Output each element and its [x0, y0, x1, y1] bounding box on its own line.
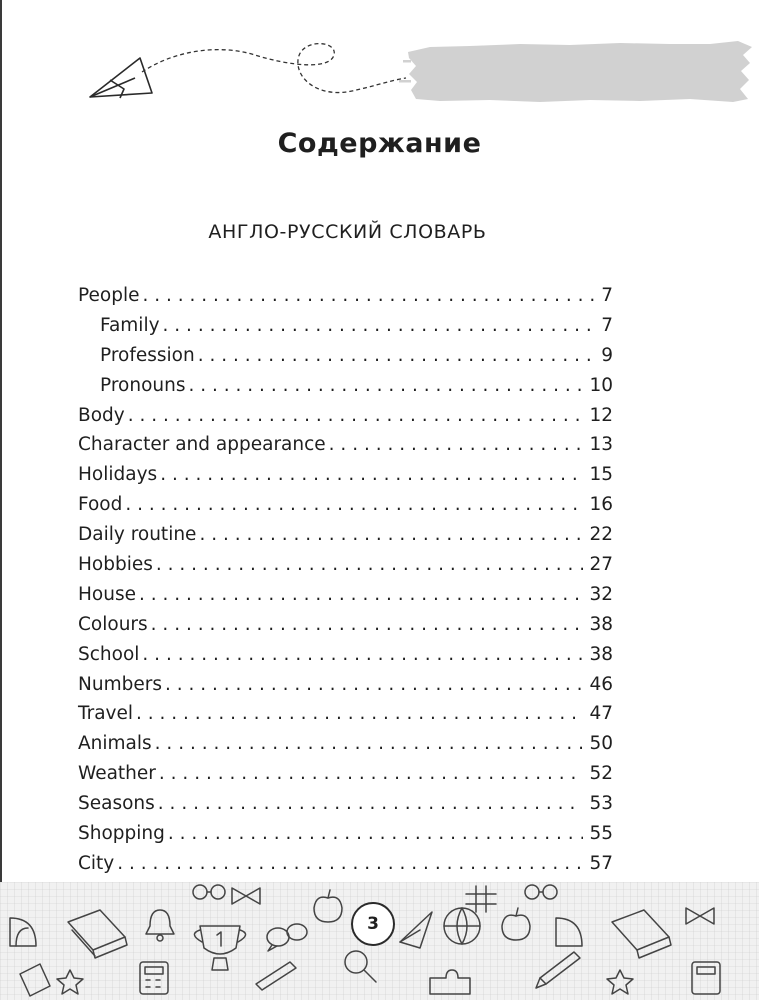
toc-entry: [78, 759, 613, 789]
toc-entry: [78, 699, 613, 729]
toc-entry-label: Colours: [78, 613, 148, 635]
toc-entry: [78, 401, 613, 431]
toc-entry-label: Numbers: [78, 673, 162, 695]
toc-entry-page: 10: [589, 374, 613, 396]
section-title: АНГЛО-РУССКИЙ СЛОВАРЬ: [208, 221, 487, 243]
toc-leader-dots: [195, 341, 596, 371]
toc-entry-page: 52: [589, 763, 613, 785]
toc-entry-page: 13: [589, 434, 613, 456]
toc-leader-dots: [139, 281, 595, 311]
toc-entry-label: Animals: [78, 733, 152, 755]
toc-entry-page: 38: [589, 643, 613, 665]
toc-subentry: [78, 371, 613, 401]
toc-entry-page: 9: [601, 344, 613, 366]
toc-entry: [78, 520, 613, 550]
toc-entry-label: Holidays: [78, 464, 158, 486]
toc-leader-dots: [160, 311, 596, 341]
toc-entry-label: Profession: [100, 344, 195, 366]
toc-entry-page: 55: [589, 823, 613, 845]
toc-leader-dots: [157, 460, 583, 490]
toc-entry-page: 15: [589, 464, 613, 486]
toc-entry-page: 46: [589, 673, 613, 695]
toc-entry: [78, 460, 613, 490]
toc-entry: [78, 490, 613, 520]
toc-leader-dots: [165, 819, 584, 849]
toc-entry-label: School: [78, 643, 140, 665]
toc-leader-dots: [114, 849, 583, 879]
toc-entry: [78, 729, 613, 759]
toc-entry-page: 7: [601, 285, 613, 306]
toc-entry-page: 53: [589, 793, 613, 815]
toc-entry-page: 38: [589, 613, 613, 635]
toc-entry: [78, 610, 613, 640]
toc-leader-dots: [162, 670, 583, 700]
page-number: 3: [351, 902, 395, 946]
toc-leader-dots: [185, 371, 583, 401]
toc-entry-label: House: [78, 583, 136, 605]
table-of-contents: [78, 281, 613, 879]
toc-entry-page: 7: [601, 314, 613, 336]
toc-leader-dots: [155, 789, 584, 819]
toc-entry-page: 27: [589, 554, 613, 576]
toc-leader-dots: [125, 401, 584, 431]
toc-entry: [78, 789, 613, 819]
paper-plane-icon: [90, 58, 152, 98]
toc-entry-page: 47: [589, 703, 613, 725]
toc-entry: [78, 640, 613, 670]
toc-entry-label: Weather: [78, 763, 156, 785]
toc-leader-dots: [196, 520, 583, 550]
toc-entry-label: Body: [78, 404, 125, 426]
toc-entry-page: 50: [589, 733, 613, 755]
toc-entry-label: Seasons: [78, 793, 155, 815]
header-decoration: [0, 0, 759, 125]
toc-entry: [78, 281, 613, 311]
toc-entry-label: Daily routine: [78, 524, 197, 546]
toc-entry-page: 12: [589, 404, 613, 426]
toc-leader-dots: [153, 550, 584, 580]
toc-entry: [78, 849, 613, 879]
toc-entry-label: Family: [100, 314, 160, 336]
toc-entry-page: 22: [589, 524, 613, 546]
toc-entry: [78, 430, 613, 460]
toc-entry-label: People: [78, 285, 140, 306]
toc-entry-page: 57: [589, 852, 613, 874]
toc-entry: [78, 819, 613, 849]
page-title: Содержание: [277, 128, 482, 159]
toc-leader-dots: [133, 699, 583, 729]
toc-entry: [78, 670, 613, 700]
toc-entry: [78, 550, 613, 580]
toc-entry-label: Character and appearance: [78, 434, 326, 456]
dashed-flight-path-icon: [142, 44, 406, 93]
toc-entry-label: City: [78, 852, 115, 874]
toc-leader-dots: [139, 640, 583, 670]
toc-subentry: [78, 341, 613, 371]
toc-entry-label: Shopping: [78, 823, 165, 845]
brush-stroke-banner: [399, 41, 752, 102]
toc-subentry: [78, 311, 613, 341]
toc-entry-label: Hobbies: [78, 554, 153, 576]
toc-leader-dots: [326, 430, 584, 460]
toc-entry-page: 16: [589, 494, 613, 516]
toc-leader-dots: [152, 729, 584, 759]
toc-leader-dots: [148, 610, 584, 640]
toc-entry-label: Food: [78, 494, 123, 516]
toc-entry: [78, 580, 613, 610]
toc-leader-dots: [122, 490, 583, 520]
toc-leader-dots: [156, 759, 584, 789]
toc-leader-dots: [136, 580, 583, 610]
toc-entry-page: 32: [589, 583, 613, 605]
toc-entry-label: Travel: [78, 703, 133, 725]
toc-entry-label: Pronouns: [100, 374, 186, 396]
